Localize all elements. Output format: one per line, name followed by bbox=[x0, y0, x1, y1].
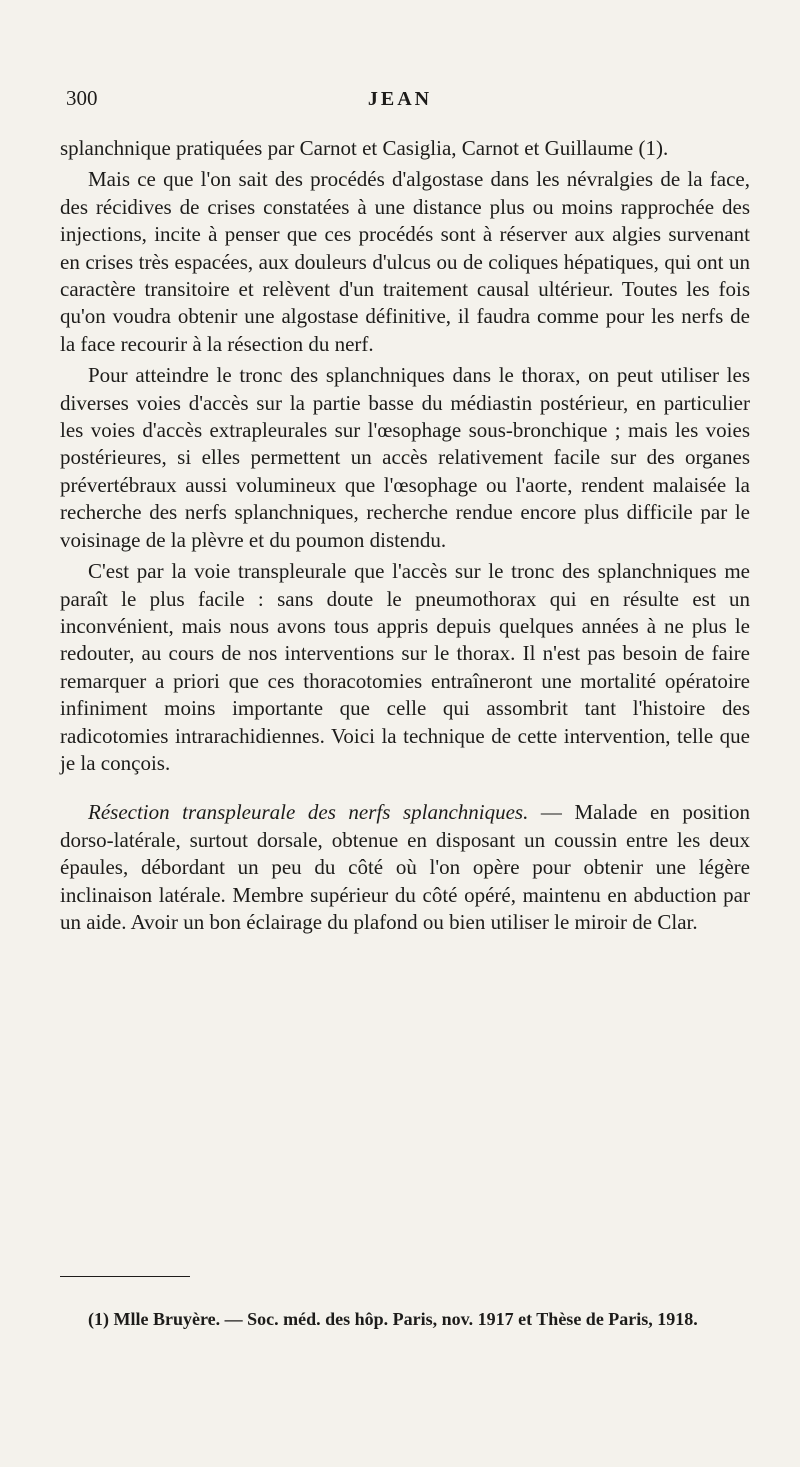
page-number: 300 bbox=[66, 86, 98, 110]
section-text: — Malade en position dorso-latérale, surtout dorsale, obtenue en disposant un coussin entre les deux épaules, débordant un peu du côté où l'on opère pour obtenir une légère inclinaison latérale. Membre supérieur du côté opéré, maintenu en abduction par un aide. Avoir un bon éclairage du plafond ou bien utiliser le miroir de Clar. bbox=[60, 800, 750, 934]
section-heading: Résection transpleurale des nerfs splanchniques. bbox=[88, 800, 529, 825]
running-head: JEAN bbox=[367, 88, 433, 110]
section-resection bbox=[60, 799, 750, 936]
footnote-rule bbox=[60, 1276, 190, 1277]
paragraph-continuation: splanchnique pratiquées par Carnot et Casiglia, Carnot et Guillaume (1). bbox=[60, 136, 669, 160]
footnote bbox=[60, 1306, 750, 1332]
paragraph-voies-acces: Pour atteindre le tronc des splanchniques dans le thorax, on peut utiliser les diverses voies d'accès sur la partie basse du médiastin postérieur, en particulier les voies d'accès extrapleurales sur l'œsophage sous-bronchique ; mais les voies postérieures, si elles permettent un accès relativement facile sur des organes prévertébraux aussi volumineux que l'œsophage ou l'aorte, rendent malaisée la recherche des nerfs splanchniques, recherche rendue encore plus difficile par le voisinage de la plèvre et du poumon distendu. bbox=[60, 363, 750, 552]
body-text bbox=[60, 135, 750, 940]
paragraph-voie-transpleurale: C'est par la voie transpleurale que l'accès sur le tronc des splanchniques me paraît le plus facile : sans doute le pneumothorax qui en résulte est un inconvénient, mais nous avons tous appris depuis quelques années à ne plus le redouter, au cours de nos interventions sur le thorax. Il n'est pas besoin de faire remarquer a priori que ces thoracotomies entraîneront une mortalité opératoire infiniment moins importante que celle qui assombrit tant l'histoire des radicotomies intrarachidiennes. Voici la technique de cette intervention, telle que je la conçois. bbox=[60, 559, 750, 775]
footnote-text: (1) Mlle Bruyère. — Soc. méd. des hôp. Paris, nov. 1917 et Thèse de Paris, 1918. bbox=[88, 1309, 698, 1329]
paragraph-algostase: Mais ce que l'on sait des procédés d'algostase dans les névralgies de la face, des récidives de crises constatées à une distance plus ou moins rapprochée des injections, incite à penser que ces procédés sont à réserver aux algies survenant en crises très espacées, aux douleurs d'ulcus ou de coliques hépatiques, qui ont un caractère transitoire et relèvent d'un traitement causal ultérieur. Toutes les fois qu'on voudra obtenir une algostase définitive, il faudra comme pour les nerfs de la face recourir à la résection du nerf. bbox=[60, 167, 750, 356]
